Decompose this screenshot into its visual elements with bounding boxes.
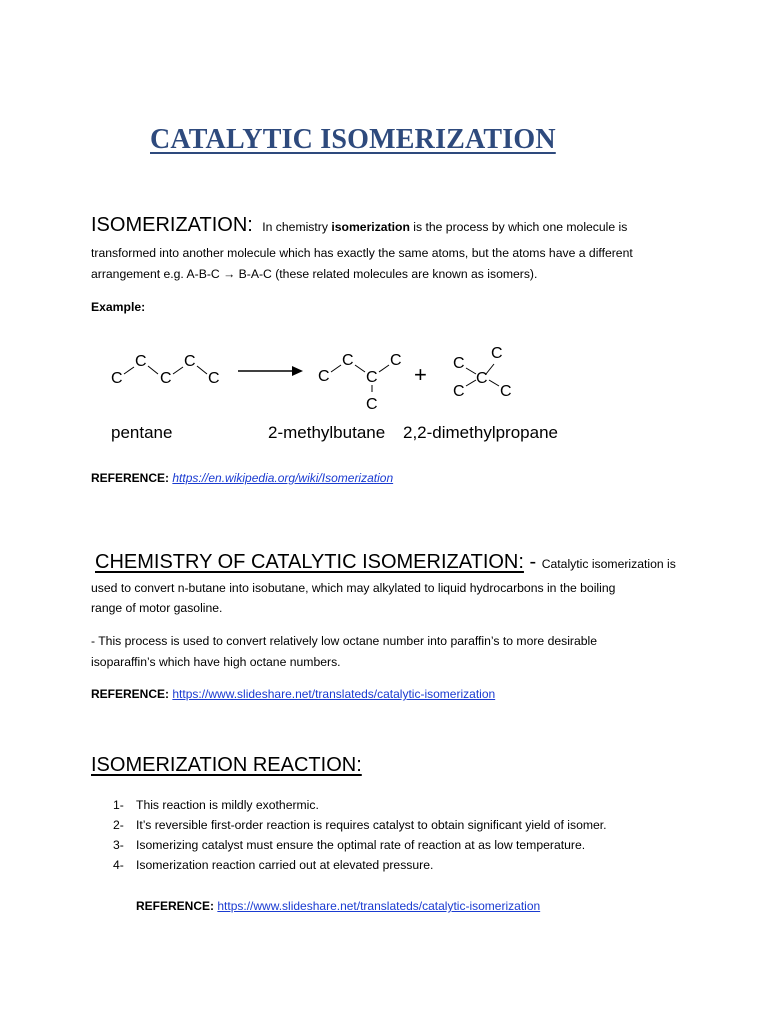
- atom-c: C: [500, 383, 512, 400]
- reference-link-wikipedia[interactable]: https://en.wikipedia.org/wiki/Isomerization: [172, 471, 394, 485]
- atom-c: C: [491, 345, 503, 362]
- plus-sign: +: [414, 362, 427, 387]
- chemistry-text-start: Catalytic isomerization is: [541, 557, 676, 571]
- atom-c: C: [342, 352, 354, 369]
- chemistry-para2-line1: - This process is used to convert relatively low octane number into paraffin’s to more desirable: [91, 634, 598, 648]
- label-pentane: pentane: [111, 423, 173, 442]
- chemistry-intro: [95, 552, 715, 575]
- list-text: This reaction is mildly exothermic.: [136, 798, 319, 812]
- list-number: 4-: [113, 858, 124, 872]
- atom-c: C: [184, 353, 196, 370]
- atom-c: C: [366, 369, 378, 386]
- chemistry-para2-line2: isoparaffin’s which have high octane numbers.: [91, 655, 341, 669]
- reference-label: REFERENCE:: [91, 687, 170, 701]
- list-text: Isomerizing catalyst must ensure the optimal rate of reaction at as low temperature.: [136, 838, 586, 852]
- atom-c: C: [453, 355, 465, 372]
- atom-c: C: [476, 370, 488, 387]
- list-number: 3-: [113, 838, 124, 852]
- reference-3: [136, 896, 736, 917]
- list-item: [113, 815, 607, 835]
- list-text: Isomerization reaction carried out at elevated pressure.: [136, 858, 434, 872]
- atom-c: C: [111, 370, 123, 387]
- list-text: It’s reversible first-order reaction is requires catalyst to obtain significant yield of isomer.: [136, 818, 607, 832]
- isomerization-intro: [91, 215, 691, 238]
- atom-c: C: [160, 370, 172, 387]
- reference-label: REFERENCE:: [136, 899, 215, 913]
- atom-c: C: [208, 370, 220, 387]
- isomerization-definition-line3: arrangement e.g. A-B-C → B-A-C (these related molecules are known as isomers).: [91, 267, 538, 281]
- atom-c: C: [366, 396, 378, 413]
- reaction-list: [113, 795, 607, 875]
- example-label: Example:: [91, 300, 146, 314]
- intro-text-end: is the process by which one molecule is: [409, 220, 628, 234]
- list-item: [113, 855, 607, 875]
- intro-text-start: In chemistry: [262, 220, 332, 234]
- intro-bold-term: isomerization: [331, 220, 410, 234]
- list-item: [113, 835, 607, 855]
- chemistry-line2: used to convert n-butane into isobutane, which may alkylated to liquid hydrocarbons in the boiling: [91, 581, 616, 595]
- heading-dash: -: [523, 551, 542, 573]
- reference-link-slideshare[interactable]: https://www.slideshare.net/translateds/catalytic-isomerization: [217, 899, 541, 913]
- methylbutane-structure: [318, 352, 402, 413]
- label-2-2-dimethylpropane: 2,2-dimethylpropane: [403, 423, 558, 442]
- isomerization-heading: ISOMERIZATION:: [91, 214, 253, 236]
- reaction-arrow: [238, 366, 303, 376]
- dimethylpropane-structure: [453, 345, 512, 400]
- atom-c: C: [318, 368, 330, 385]
- reference-link-slideshare[interactable]: https://www.slideshare.net/translateds/catalytic-isomerization: [172, 687, 496, 701]
- chemistry-line3: range of motor gasoline.: [91, 601, 223, 615]
- reference-2: [91, 684, 691, 705]
- atom-c: C: [135, 353, 147, 370]
- list-item: [113, 795, 607, 815]
- pentane-structure: [111, 353, 220, 387]
- reaction-heading: ISOMERIZATION REACTION:: [91, 754, 362, 776]
- isomerization-reaction-diagram: [100, 338, 580, 448]
- label-2-methylbutane: 2-methylbutane: [268, 423, 386, 442]
- list-number: 2-: [113, 818, 124, 832]
- isomerization-definition-line2: transformed into another molecule which has exactly the same atoms, but the atoms have a different: [91, 246, 633, 260]
- reference-label: REFERENCE:: [91, 471, 170, 485]
- chemistry-heading: CHEMISTRY OF CATALYTIC ISOMERIZATION:: [95, 551, 524, 573]
- reference-1: [91, 468, 691, 489]
- atom-c: C: [453, 383, 465, 400]
- atom-c: C: [390, 352, 402, 369]
- list-number: 1-: [113, 798, 124, 812]
- document-title: CATALYTIC ISOMERIZATION: [150, 124, 556, 155]
